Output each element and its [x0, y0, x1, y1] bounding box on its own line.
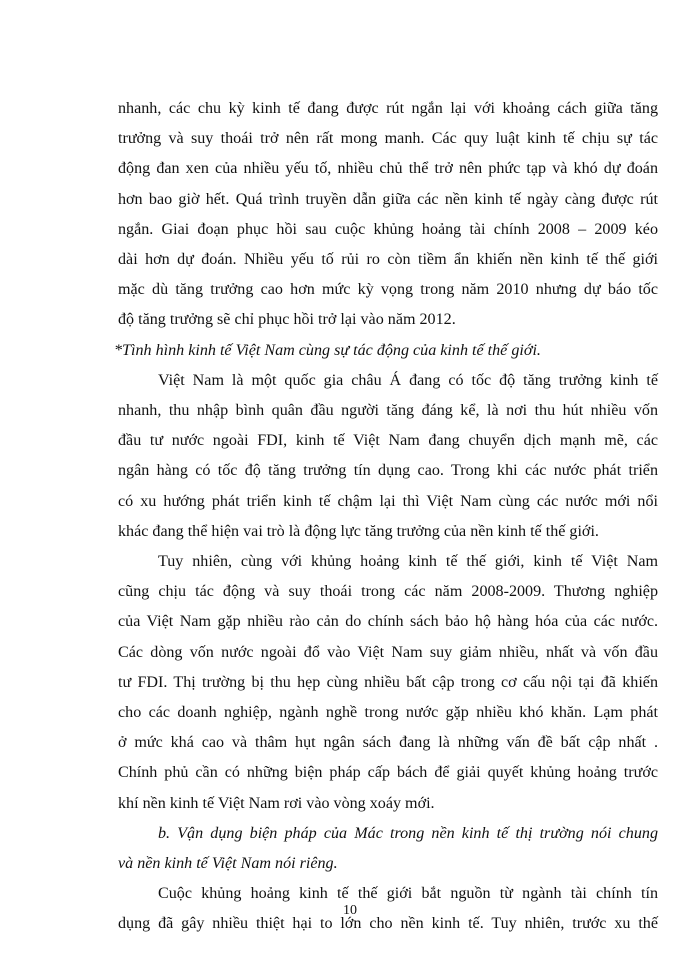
text-line: Tuy nhiên, cùng với khủng hoảng kinh tế thế giới, kinh tế Việt Nam [158, 553, 658, 571]
text-line: Chính phủ cần có những biện pháp cấp bách để giải quyết khủng hoảng trước [118, 764, 658, 782]
text-line: cũng chịu tác động và suy thoái trong các năm 2008-2009. Thương nghiệp [118, 583, 658, 601]
text-line: b. Vận dụng biện pháp của Mác trong nền kinh tế thị trường nói chung [158, 824, 658, 842]
text-line: và nền kinh tế Việt Nam nói riêng. [118, 855, 338, 873]
text-line: ngân hàng có tốc độ tăng trưởng tín dụng cao. Trong khi các nước phát triển [118, 462, 658, 480]
text-line: nhanh, các chu kỳ kinh tế đang được rút ngắn lại với khoảng cách giữa tăng [118, 100, 658, 117]
text-line: Việt Nam là một quốc gia châu Á đang có tốc độ tăng trưởng kinh tế [158, 371, 658, 389]
text-line: động đan xen của nhiều yếu tố, nhiều chủ thể trở nên phức tạp và khó dự đoán [118, 160, 658, 178]
text-line: trưởng và suy thoái trở nên rất mong manh. Các quy luật kinh tế chịu sự tác [118, 130, 658, 148]
text-line: hơn bao giờ hết. Quá trình truyền dẫn giữa các nền kinh tế ngày càng được rút [118, 190, 658, 208]
text-line: mặc dù tăng trưởng cao hơn mức kỳ vọng trong năm 2010 nhưng dự báo tốc [118, 281, 658, 299]
text-line: đầu tư nước ngoài FDI, kinh tế Việt Nam đang chuyển dịch mạnh mẽ, các [118, 432, 658, 450]
text-line: dụng đã gây nhiều thiệt hại to lớn cho nền kinh tế. Tuy nhiên, trước xu thế [118, 915, 658, 933]
paragraph-continuation [118, 94, 658, 336]
text-line: khác đang thể hiện vai trò là động lực tăng trưởng của nền kinh tế thế giới. [118, 522, 599, 540]
text-line: của Việt Nam gặp nhiều rào cản do chính sách bảo hộ hàng hóa của các nước. [118, 613, 658, 631]
text-line: khí nền kinh tế Việt Nam rơi vào vòng xoáy mới. [118, 794, 435, 812]
paragraph-vietnam [118, 366, 658, 547]
document-page [114, 94, 658, 940]
text-line: ngắn. Giai đoạn phục hồi sau cuộc khủng hoảng tài chính 2008 – 2009 kéo [118, 220, 658, 238]
text-line: tư FDI. Thị trường bị thu hẹp cùng nhiều bất cập trong cơ cấu nội tại đã khiến [118, 673, 658, 691]
subsection-heading [118, 819, 658, 879]
text-line: Cuộc khủng hoảng kinh tế thế giới bắt nguồn từ ngành tài chính tín [158, 885, 658, 903]
page-number: 10 [343, 903, 357, 918]
section-heading: *Tình hình kinh tế Việt Nam cùng sự tác động của kinh tế thế giới. [114, 341, 541, 359]
text-line: có xu hướng phát triển kinh tế chậm lại thì Việt Nam cùng các nước mới nổi [118, 492, 658, 510]
text-line: ở mức khá cao và thâm hụt ngân sách đang là những vấn đề bất cập nhất . [118, 734, 658, 752]
text-line: Các dòng vốn nước ngoài đổ vào Việt Nam suy giảm nhiều, nhất và vốn đầu [118, 643, 658, 661]
paragraph-however [118, 547, 658, 819]
text-line: cho các doanh nghiệp, ngành nghề trong nước gặp nhiều khó khăn. Lạm phát [118, 704, 658, 722]
text-line: độ tăng trưởng sẽ chỉ phục hồi trở lại vào năm 2012. [118, 311, 456, 329]
text-line: dài hơn dự đoán. Nhiều yếu tố rủi ro còn tiềm ẩn khiến nền kinh tế thế giới [118, 251, 658, 269]
text-line: nhanh, thu nhập bình quân đầu người tăng đáng kể, là nơi thu hút nhiều vốn [118, 402, 658, 420]
